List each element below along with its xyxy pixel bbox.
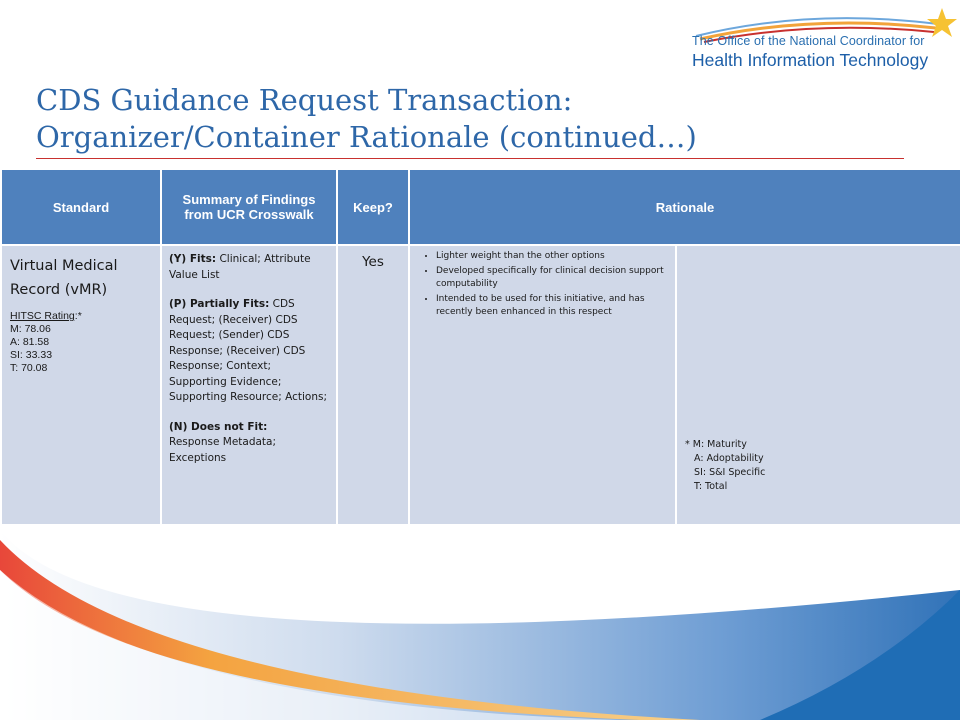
partial-label: (P) Partially Fits: (169, 298, 270, 310)
logo-line1: The Office of the National Coordinator for (692, 34, 925, 48)
standard-name: Virtual Medical Record (vMR) (10, 258, 118, 298)
header-summary: Summary of Findings from UCR Crosswalk (161, 169, 337, 245)
rating-suffix: :* (74, 310, 82, 322)
fits-text: Clinical; Attribute Value List (169, 253, 311, 281)
onc-logo (690, 6, 960, 72)
title-line2: Organizer/Container Rationale (continued…) (36, 120, 697, 154)
rating-heading (10, 310, 152, 323)
rating-label: HITSC Rating (10, 310, 75, 322)
cell-summary (161, 245, 337, 525)
cell-rationale (409, 245, 676, 525)
rating-legend (685, 438, 765, 494)
cell-standard (1, 245, 161, 525)
title-divider (36, 158, 904, 159)
footer-swoosh-graphic (0, 530, 960, 720)
header-keep: Keep? (337, 169, 409, 245)
rationale-item: • Lighter weight than the other options (436, 250, 671, 264)
rating-si-specific: SI: 33.33 (10, 349, 53, 361)
page-title (36, 82, 697, 156)
header-rationale: Rationale (409, 169, 960, 245)
rating-block (10, 310, 152, 375)
rationale-item: • Intended to be used for this initiative, and has recently been enhanced in this respect (436, 293, 671, 320)
legend-total: T: Total (685, 481, 728, 492)
cell-rating-legend (676, 245, 960, 525)
table-row (1, 245, 960, 525)
nofit-label: (N) Does not Fit: (169, 420, 268, 433)
rating-maturity: M: 78.06 (10, 323, 51, 335)
summary-fits (169, 252, 329, 283)
rationale-list (414, 250, 671, 320)
nofit-text: Response Metadata; Exceptions (169, 436, 277, 464)
rationale-table (0, 168, 960, 526)
summary-nofit (169, 420, 329, 467)
fits-label: (Y) Fits: (169, 253, 217, 265)
logo-line2: Health Information Technology (692, 50, 929, 70)
legend-si-specific: SI: S&I Specific (685, 467, 766, 478)
partial-text: CDS Request; (Receiver) CDS Request; (Sender) CDS Response; (Receiver) CDS Response; Context; Supporting Evidence; Supporting Resource; Actions; (169, 298, 328, 403)
title-line1: CDS Guidance Request Transaction: (36, 83, 573, 117)
summary-partial (169, 297, 329, 406)
rating-adoptability: A: 81.58 (10, 336, 50, 348)
header-standard: Standard (1, 169, 161, 245)
legend-adoptability: A: Adoptability (685, 453, 764, 464)
rationale-item: • Developed specifically for clinical decision support computability (436, 265, 671, 292)
cell-keep: Yes (337, 245, 409, 525)
table-header-row (1, 169, 960, 245)
legend-maturity: * M: Maturity (685, 439, 747, 450)
rating-total: T: 70.08 (10, 362, 48, 374)
